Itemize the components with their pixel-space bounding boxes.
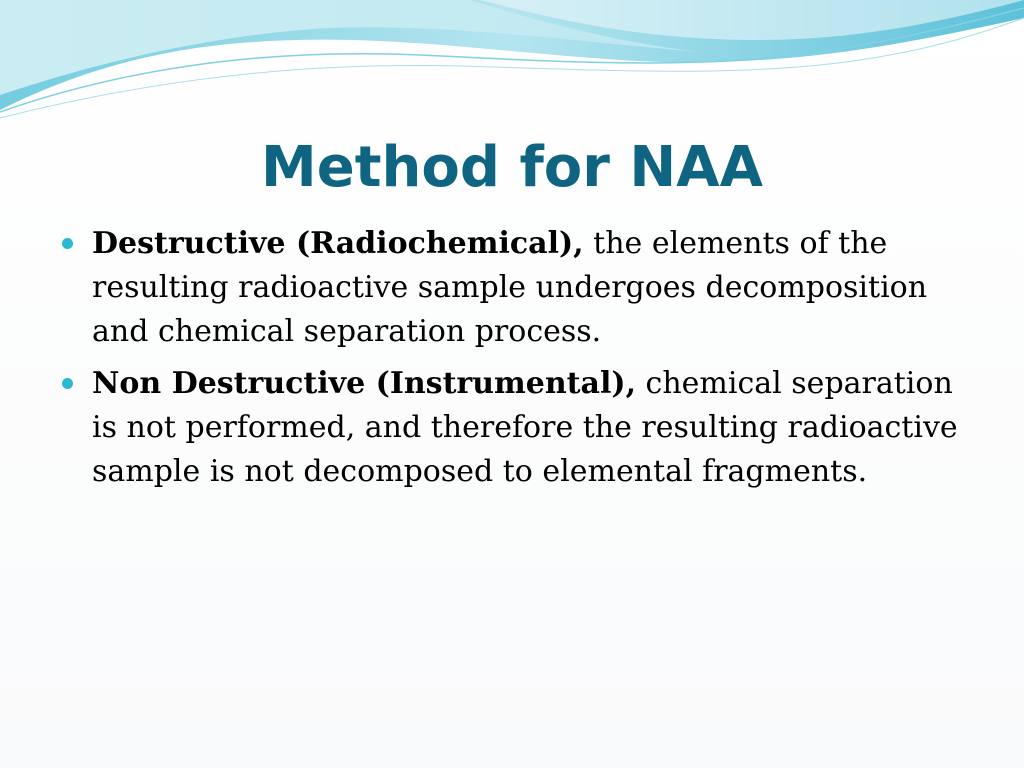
bullet-text: the elements of the resulting radioactive sample undergoes decomposition and chemical separation process.: [92, 226, 928, 349]
bullet-term: Non Destructive (Instrumental),: [92, 366, 637, 401]
slide-title: Method for NAA: [261, 135, 763, 200]
bullet-icon: [62, 378, 73, 389]
list-item: [62, 362, 982, 494]
list-item: [62, 222, 982, 354]
bullet-list: [62, 222, 982, 502]
bullet-icon: [62, 238, 73, 249]
bullet-text: chemical separation is not performed, and therefore the resulting radioactive sample is not decomposed to elemental fragments.: [92, 366, 958, 489]
bullet-term: Destructive (Radiochemical),: [92, 226, 584, 261]
header-wave-decoration: [0, 0, 1024, 130]
